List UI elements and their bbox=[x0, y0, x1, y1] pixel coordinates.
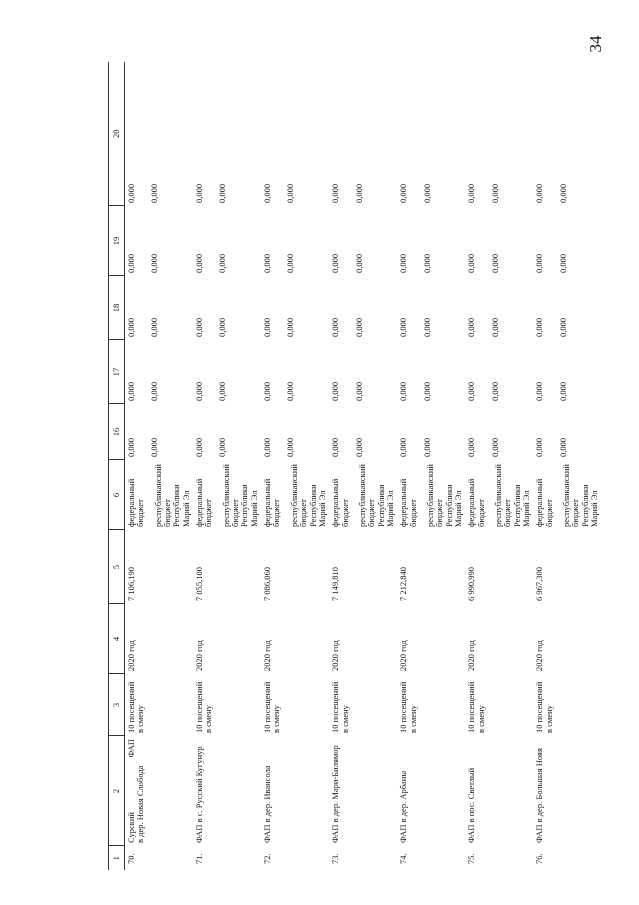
value-federal: 0,000 bbox=[262, 317, 273, 337]
amount: 7 086,060 bbox=[262, 567, 273, 601]
value-federal: 0,000 bbox=[466, 437, 477, 457]
value-v20 bbox=[533, 62, 601, 206]
value-federal: 0,000 bbox=[194, 183, 205, 203]
capacity: 10 посещений в смену bbox=[126, 681, 146, 733]
header-col-2: 2 bbox=[109, 736, 125, 846]
value-republic: 0,000 bbox=[489, 317, 500, 337]
value-republic: 0,000 bbox=[489, 183, 500, 203]
value-v19 bbox=[397, 206, 465, 276]
value-v16 bbox=[465, 404, 533, 460]
value-republic: 0,000 bbox=[149, 183, 160, 203]
header-row bbox=[109, 62, 125, 870]
value-federal: 0,000 bbox=[466, 183, 477, 203]
value-v16 bbox=[125, 404, 194, 460]
budget-republic: республиканский бюджет Республики Марий Эл bbox=[220, 464, 259, 527]
row-number: 70. bbox=[126, 853, 136, 864]
value-federal: 0,000 bbox=[534, 253, 545, 273]
value-v16 bbox=[261, 404, 329, 460]
value-republic: 0,000 bbox=[421, 253, 432, 273]
amount: 6 967,300 bbox=[534, 567, 545, 601]
value-federal: 0,000 bbox=[466, 317, 477, 337]
header-col-3: 3 bbox=[109, 674, 125, 736]
capacity: 10 посещений в смену bbox=[262, 681, 282, 733]
value-republic: 0,000 bbox=[285, 381, 296, 401]
value-federal: 0,000 bbox=[466, 253, 477, 273]
year: 2020 год bbox=[330, 640, 341, 671]
rotated-table-container bbox=[108, 62, 600, 870]
value-federal: 0,000 bbox=[126, 253, 136, 273]
capacity: 10 посещений в смену bbox=[330, 681, 350, 733]
table-row bbox=[329, 62, 397, 870]
value-v16 bbox=[193, 404, 261, 460]
value-federal: 0,000 bbox=[330, 253, 341, 273]
row-number: 74. bbox=[398, 853, 409, 864]
value-republic: 0,000 bbox=[489, 437, 500, 457]
budget-republic: республиканский бюджет Республики Марий Эл bbox=[356, 464, 395, 527]
value-federal: 0,000 bbox=[330, 437, 341, 457]
row-number: 75. bbox=[466, 853, 477, 864]
value-federal: 0,000 bbox=[126, 183, 136, 203]
value-federal: 0,000 bbox=[398, 317, 409, 337]
budget-federal: федеральный бюджет bbox=[126, 478, 146, 527]
header-col-17: 17 bbox=[109, 340, 125, 404]
facility-name-part: в дер. Новая Слобода bbox=[135, 765, 146, 843]
amount: 6 990,990 bbox=[466, 567, 477, 601]
value-republic: 0,000 bbox=[285, 253, 296, 273]
value-republic: 0,000 bbox=[217, 253, 228, 273]
value-v19 bbox=[193, 206, 261, 276]
budget-republic: республиканский бюджет Республики Марий Эл bbox=[561, 464, 600, 527]
value-federal: 0,000 bbox=[330, 183, 341, 203]
year: 2020 год bbox=[398, 640, 409, 671]
value-republic: 0,000 bbox=[557, 381, 568, 401]
value-v18 bbox=[397, 276, 465, 340]
value-federal: 0,000 bbox=[398, 437, 409, 457]
page-number: 34 bbox=[586, 35, 605, 53]
value-v19 bbox=[533, 206, 601, 276]
budget-sources bbox=[465, 460, 533, 530]
facility-name: ФАП в дер. Мари-Билямор bbox=[330, 745, 341, 843]
value-federal: 0,000 bbox=[126, 437, 136, 457]
header-col-4: 4 bbox=[109, 604, 125, 674]
budget-sources bbox=[125, 460, 194, 530]
value-v17 bbox=[533, 340, 601, 404]
value-federal: 0,000 bbox=[398, 381, 409, 401]
value-federal: 0,000 bbox=[262, 437, 273, 457]
value-republic: 0,000 bbox=[489, 253, 500, 273]
year: 2020 год bbox=[262, 640, 273, 671]
value-v20 bbox=[261, 62, 329, 206]
budget-republic: республиканский бюджет Республики Марий Эл bbox=[424, 464, 463, 527]
budget-sources bbox=[533, 460, 601, 530]
budget-federal: федеральный бюджет bbox=[262, 478, 282, 527]
value-republic: 0,000 bbox=[217, 437, 228, 457]
value-republic: 0,000 bbox=[149, 437, 160, 457]
value-v16 bbox=[329, 404, 397, 460]
value-republic: 0,000 bbox=[421, 437, 432, 457]
budget-federal: федеральный бюджет bbox=[534, 478, 554, 527]
header-col-6: 6 bbox=[109, 460, 125, 530]
value-republic: 0,000 bbox=[421, 381, 432, 401]
value-v18 bbox=[193, 276, 261, 340]
value-federal: 0,000 bbox=[262, 381, 273, 401]
header-col-20: 20 bbox=[109, 62, 125, 206]
facility-name-part: ФАП bbox=[126, 739, 136, 758]
value-federal: 0,000 bbox=[398, 253, 409, 273]
value-federal: 0,000 bbox=[330, 381, 341, 401]
year: 2020 год bbox=[126, 640, 136, 671]
table-row bbox=[125, 62, 194, 870]
value-v16 bbox=[397, 404, 465, 460]
capacity: 10 посещений в смену bbox=[466, 681, 486, 733]
value-federal: 0,000 bbox=[534, 437, 545, 457]
value-federal: 0,000 bbox=[262, 253, 273, 273]
value-federal: 0,000 bbox=[534, 381, 545, 401]
row-number: 76. bbox=[534, 853, 545, 864]
table-row bbox=[261, 62, 329, 870]
year: 2020 год bbox=[194, 640, 205, 671]
value-v18 bbox=[533, 276, 601, 340]
table-row bbox=[465, 62, 533, 870]
value-v19 bbox=[329, 206, 397, 276]
year: 2020 год bbox=[466, 640, 477, 671]
budget-sources bbox=[397, 460, 465, 530]
value-federal: 0,000 bbox=[262, 183, 273, 203]
value-republic: 0,000 bbox=[557, 253, 568, 273]
facility-name: ФАП в дер. Арбаны bbox=[398, 770, 409, 843]
value-republic: 0,000 bbox=[217, 183, 228, 203]
value-v19 bbox=[465, 206, 533, 276]
capital-projects-table bbox=[108, 62, 601, 870]
value-republic: 0,000 bbox=[421, 317, 432, 337]
value-federal: 0,000 bbox=[194, 381, 205, 401]
budget-republic: республиканский бюджет Республики Марий Эл bbox=[493, 464, 532, 527]
row-number: 71. bbox=[194, 853, 205, 864]
facility-name bbox=[125, 736, 194, 846]
value-v20 bbox=[397, 62, 465, 206]
value-v17 bbox=[397, 340, 465, 404]
value-v17 bbox=[465, 340, 533, 404]
value-republic: 0,000 bbox=[421, 183, 432, 203]
value-federal: 0,000 bbox=[194, 317, 205, 337]
facility-name-part: Сурский bbox=[126, 812, 136, 843]
amount: 7 055,100 bbox=[194, 567, 205, 601]
value-v20 bbox=[329, 62, 397, 206]
header-col-18: 18 bbox=[109, 276, 125, 340]
value-v19 bbox=[125, 206, 194, 276]
value-v16 bbox=[533, 404, 601, 460]
value-v17 bbox=[329, 340, 397, 404]
amount: 7 106,190 bbox=[126, 567, 136, 601]
value-republic: 0,000 bbox=[217, 381, 228, 401]
amount: 7 149,810 bbox=[330, 567, 341, 601]
value-republic: 0,000 bbox=[353, 381, 364, 401]
value-v19 bbox=[261, 206, 329, 276]
header-col-19: 19 bbox=[109, 206, 125, 276]
value-republic: 0,000 bbox=[557, 317, 568, 337]
value-republic: 0,000 bbox=[285, 437, 296, 457]
value-v20 bbox=[465, 62, 533, 206]
row-number: 72. bbox=[262, 853, 273, 864]
value-republic: 0,000 bbox=[353, 183, 364, 203]
value-republic: 0,000 bbox=[353, 317, 364, 337]
budget-republic: республиканский бюджет Республики Марий Эл bbox=[152, 464, 191, 527]
value-republic: 0,000 bbox=[557, 437, 568, 457]
budget-federal: федеральный бюджет bbox=[330, 478, 350, 527]
budget-federal: федеральный бюджет bbox=[194, 478, 214, 527]
value-republic: 0,000 bbox=[149, 253, 160, 273]
value-v18 bbox=[261, 276, 329, 340]
value-v20 bbox=[125, 62, 194, 206]
budget-federal: федеральный бюджет bbox=[398, 478, 418, 527]
value-federal: 0,000 bbox=[534, 183, 545, 203]
value-v18 bbox=[465, 276, 533, 340]
budget-sources bbox=[329, 460, 397, 530]
value-republic: 0,000 bbox=[149, 317, 160, 337]
value-v17 bbox=[261, 340, 329, 404]
value-republic: 0,000 bbox=[149, 381, 160, 401]
budget-republic: республиканский бюджет Республики Марий Эл bbox=[288, 464, 327, 527]
value-v17 bbox=[193, 340, 261, 404]
header-col-5: 5 bbox=[109, 530, 125, 604]
header-col-1: 1 bbox=[109, 846, 125, 870]
capacity: 10 посещений в смену bbox=[398, 681, 418, 733]
value-v17 bbox=[125, 340, 194, 404]
table-row bbox=[193, 62, 261, 870]
capacity: 10 посещений в смену bbox=[534, 681, 554, 733]
year: 2020 год bbox=[534, 640, 545, 671]
value-federal: 0,000 bbox=[534, 317, 545, 337]
value-v18 bbox=[125, 276, 194, 340]
facility-name: ФАП в пос. Светлый bbox=[466, 767, 477, 843]
header-col-16: 16 bbox=[109, 404, 125, 460]
facility-name: ФАП в с. Русский Кугунур bbox=[194, 746, 205, 843]
value-republic: 0,000 bbox=[285, 183, 296, 203]
value-federal: 0,000 bbox=[330, 317, 341, 337]
value-federal: 0,000 bbox=[194, 253, 205, 273]
facility-name: ФАП в дер. Ивансола bbox=[262, 765, 273, 843]
value-republic: 0,000 bbox=[557, 183, 568, 203]
value-federal: 0,000 bbox=[466, 381, 477, 401]
value-federal: 0,000 bbox=[126, 381, 136, 401]
table-row bbox=[533, 62, 601, 870]
value-republic: 0,000 bbox=[353, 437, 364, 457]
value-federal: 0,000 bbox=[126, 317, 136, 337]
amount: 7 212,840 bbox=[398, 567, 409, 601]
value-federal: 0,000 bbox=[398, 183, 409, 203]
table-body bbox=[125, 62, 602, 870]
value-v20 bbox=[193, 62, 261, 206]
facility-name: ФАП в дер. Большая Нояя bbox=[534, 748, 545, 843]
capacity: 10 посещений в смену bbox=[194, 681, 214, 733]
value-federal: 0,000 bbox=[194, 437, 205, 457]
value-republic: 0,000 bbox=[285, 317, 296, 337]
row-number: 73. bbox=[330, 853, 341, 864]
value-republic: 0,000 bbox=[217, 317, 228, 337]
budget-sources bbox=[193, 460, 261, 530]
budget-sources bbox=[261, 460, 329, 530]
table-row bbox=[397, 62, 465, 870]
value-republic: 0,000 bbox=[353, 253, 364, 273]
value-republic: 0,000 bbox=[489, 381, 500, 401]
value-v18 bbox=[329, 276, 397, 340]
budget-federal: федеральный бюджет bbox=[466, 478, 486, 527]
